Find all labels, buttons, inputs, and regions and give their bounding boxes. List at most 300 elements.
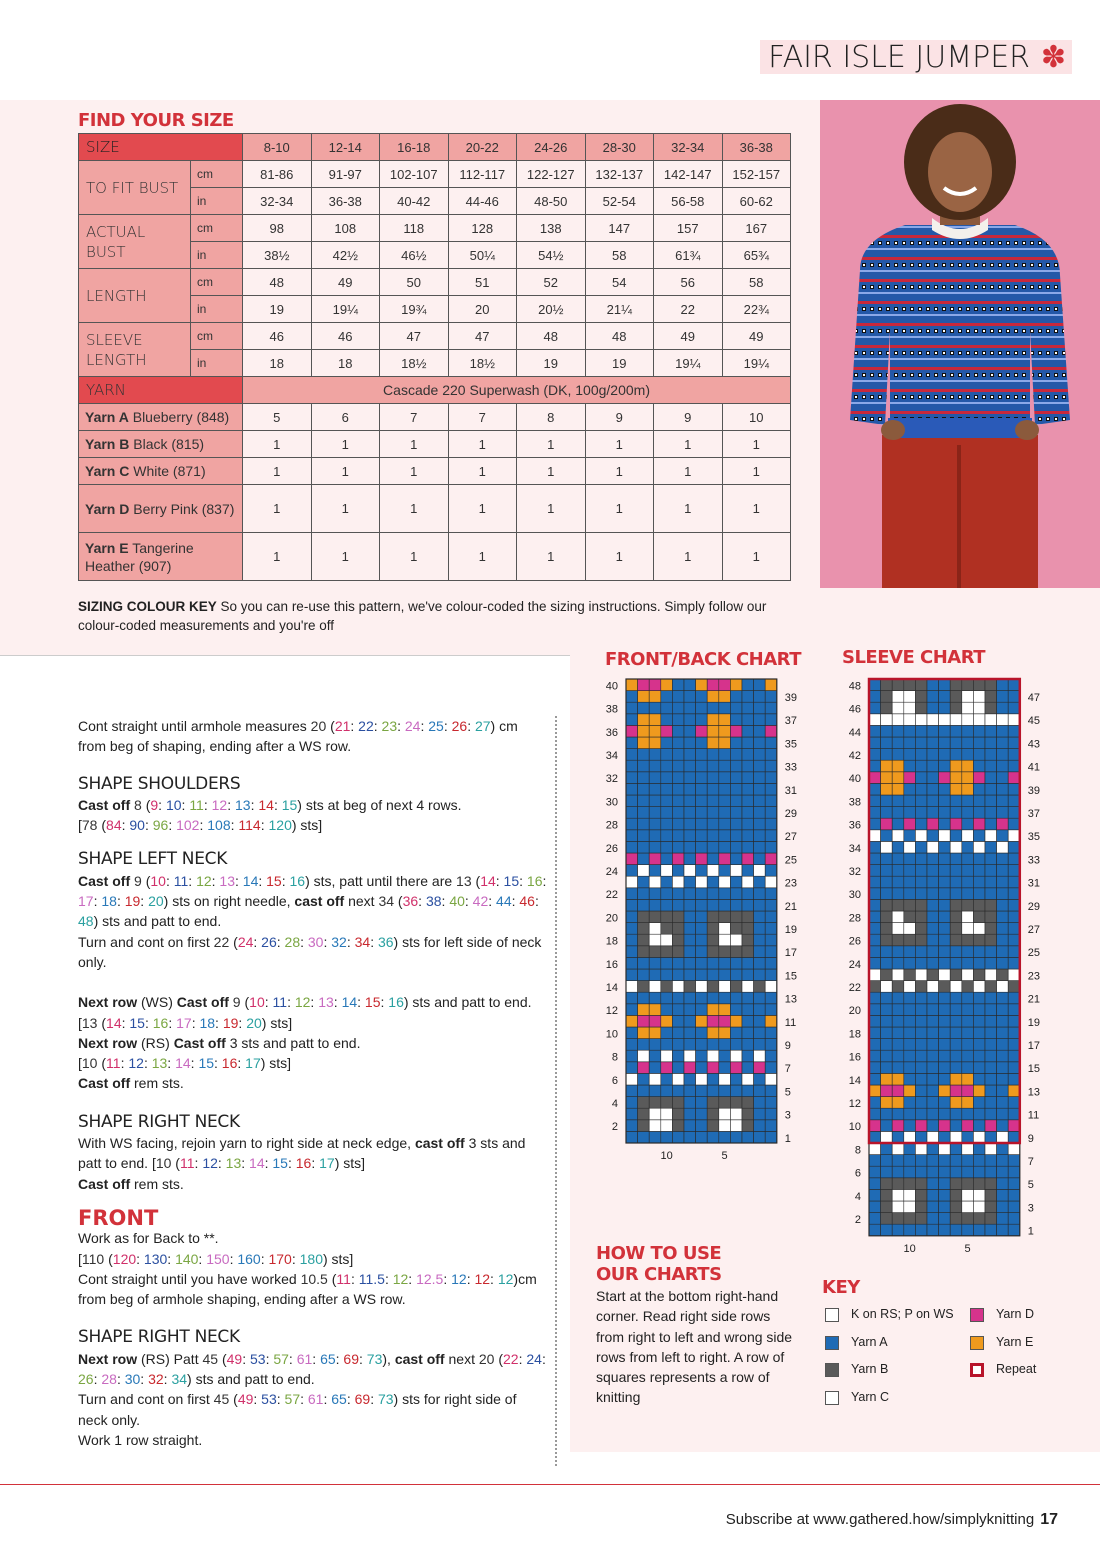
size-value: 96 [152,817,169,834]
sleeve-chart-cell [915,1201,927,1213]
front-back-chart-cell [719,691,731,703]
sleeve-chart-cell [869,702,881,714]
size-value: 12 [128,1055,144,1072]
front-back-chart-row-number-left: 38 [605,703,618,716]
section-heading: SHAPE LEFT NECK [78,849,228,870]
punct: ( [471,872,481,889]
front-back-chart-row-number-right: 1 [784,1132,791,1145]
sleeve-chart-cell [939,737,951,749]
sleeve-chart-cell [997,714,1009,726]
measurement-value: 48 [243,269,312,296]
sleeve-chart-cell [939,1097,951,1109]
sleeve-chart-cell [892,1027,904,1039]
sleeve-chart-cell [997,1166,1009,1178]
sleeve-chart-cell [985,923,997,935]
front-back-chart-cell [707,946,719,958]
sleeve-chart-cell [927,1085,939,1097]
front-back-chart-cell [638,1108,650,1120]
front-back-chart-cell [719,1027,731,1039]
front-back-chart-cell [742,1108,754,1120]
front-back-chart-cell [719,679,731,691]
front-back-chart-row-number-left: 32 [605,773,618,786]
front-back-chart-cell [707,737,719,749]
sleeve-chart-cell [904,911,916,923]
punct: : [335,1350,344,1367]
sleeve-chart-cell [927,679,939,691]
measurement-value: 122-127 [517,161,586,188]
front-back-chart-cell [754,1073,766,1085]
front-back-chart-cell [672,818,684,830]
sleeve-chart-cell [950,1213,962,1225]
punct: : [287,994,295,1011]
front-back-chart-cell [730,899,742,911]
front-back-chart-row-number-left: 24 [605,866,618,879]
yarn-quantity: 5 [243,404,312,431]
front-back-chart-cell [661,702,673,714]
punct: : [242,1350,250,1367]
front-back-chart-cell [742,691,754,703]
front-back-chart-cell [626,899,638,911]
yarn-quantity: 1 [654,533,723,581]
size-value: 25 [428,718,444,734]
punct: : [464,893,473,910]
front-back-chart-cell [649,1015,661,1027]
text: sts and patt to end. [408,994,532,1011]
sleeve-chart-cell [915,818,927,830]
sleeve-chart-cell [962,888,974,900]
sleeve-chart-cell [904,1050,916,1062]
front-back-chart-cell [730,1062,742,1074]
front-back-chart-cell [707,1097,719,1109]
sleeve-chart-cell [881,934,893,946]
how-to-use-charts-heading [596,1243,722,1285]
sleeve-chart-cell [950,853,962,865]
yarn-quantity: 10 [722,404,791,431]
front-back-chart-cell [684,981,696,993]
sleeve-chart-cell [939,1143,951,1155]
sleeve-chart-cell [904,725,916,737]
sleeve-chart-cell [892,1189,904,1201]
yarn-quantity: 1 [380,485,449,533]
sleeve-chart-cell [869,1108,881,1120]
sleeve-chart-cell [927,992,939,1004]
punct: ) [393,1391,399,1408]
yarn-quantity: 1 [722,458,791,485]
punct: ( [327,1270,337,1287]
sleeve-chart-cell [950,1050,962,1062]
sleeve-chart-cell [1008,911,1020,923]
size-value: 20 [246,1014,262,1031]
sleeve-chart-cell [904,1039,916,1051]
front-back-chart-cell [730,946,742,958]
sleeve-chart-cell [927,1097,939,1109]
sleeve-chart-cell [950,957,962,969]
sleeve-chart-cell [927,1120,939,1132]
size-value: 28 [101,1371,117,1388]
sleeve-chart-cell [892,725,904,737]
sleeve-chart-cell [985,1015,997,1027]
sleeve-chart-cell [973,957,985,969]
front-back-chart-cell [649,1062,661,1074]
front-back-chart-cell [696,807,708,819]
footer-rule [0,1484,1100,1485]
unit-label: in [191,350,243,377]
front-back-chart-cell [626,957,638,969]
front-back-chart-cell [638,957,650,969]
sleeve-chart-cell [1008,1213,1020,1225]
sleeve-chart-cell [939,760,951,772]
sleeve-chart-cell [915,714,927,726]
size-value: 30 [307,933,324,950]
sleeve-chart-cell [950,923,962,935]
sleeve-chart-cell [869,1120,881,1132]
punct: : [346,1391,355,1408]
text: Cont straight until armhole measures [78,718,311,734]
sleeve-chart-row-number-right: 29 [1027,900,1041,913]
sleeve-chart-cell [869,888,881,900]
measurement-value: 44-46 [448,188,517,215]
sleeve-chart-cell [881,691,893,703]
text: cm from beg of armhole shaping, ending after a WS row. [78,1270,537,1308]
front-back-chart-cell [719,1004,731,1016]
sleeve-chart-cell [915,1073,927,1085]
size-value: 20 [310,718,327,734]
sleeve-chart-cell [939,1073,951,1085]
front-back-chart-cell [719,772,731,784]
sleeve-chart-cell [1008,876,1020,888]
measurement-value: 118 [380,215,449,242]
size-8-10: 8-10 [243,134,312,161]
size-value: 73 [377,1391,394,1408]
sleeve-chart-cell [950,1224,962,1236]
sleeve-chart-cell [939,783,951,795]
sleeve-chart-cell [869,1143,881,1155]
front-back-chart-cell [626,679,638,691]
front-back-chart-cell [754,969,766,981]
front-back-chart-cell [719,911,731,923]
sleeve-chart-cell [1008,1050,1020,1062]
measurement-value: 47 [448,323,517,350]
front-back-chart-cell [684,946,696,958]
front-back-chart-cell [730,679,742,691]
punct: : [488,893,497,910]
sleeve-chart-cell [985,1027,997,1039]
front-back-chart-cell [696,946,708,958]
sleeve-chart-cell [985,911,997,923]
front-back-chart-cell [661,888,673,900]
front-back-chart-cell [684,865,696,877]
sleeve-chart-cell [985,795,997,807]
front-back-chart-cell [672,1004,684,1016]
sleeve-chart-row-number-left: 40 [848,773,861,786]
sleeve-chart-cell [997,1131,1009,1143]
sleeve-chart-cell [973,1039,985,1051]
sleeve-chart-cell [939,934,951,946]
front-back-chart-cell [742,807,754,819]
sleeve-chart-cell [950,772,962,784]
front-back-chart-cell [672,1015,684,1027]
size-value: 84 [106,817,122,834]
front-back-chart-cell [638,807,650,819]
size-value: 10 [150,872,166,889]
front-back-chart-cell [719,1108,731,1120]
sleeve-chart-cell [985,899,997,911]
front-back-chart-cell [649,957,661,969]
front-back-chart-cell [730,911,742,923]
size-value: 78 [81,817,98,834]
sleeve-chart-cell [881,1108,893,1120]
sleeve-chart-cell [973,1108,985,1120]
text: [ [78,1250,82,1267]
front-back-chart-cell [696,911,708,923]
sleeve-chart-cell [881,957,893,969]
sleeve-chart-cell [962,1062,974,1074]
measurement-value: 19 [243,296,312,323]
front-back-chart-cell [765,969,777,981]
front-back-chart-cell [661,725,673,737]
measurement-value: 48-50 [517,188,586,215]
front-back-chart-cell [696,992,708,1004]
front-back-chart-cell [754,992,766,1004]
text: [ [78,1014,82,1031]
front-back-chart-cell [684,888,696,900]
front-back-chart-cell [742,1131,754,1143]
sleeve-chart-cell [985,1166,997,1178]
front-back-chart-row-number-right: 39 [784,692,798,705]
sleeve-chart-cell [927,783,939,795]
sleeve-chart-cell [927,795,939,807]
front-back-chart-cell [765,737,777,749]
sleeve-chart-cell [881,1143,893,1155]
yarn-quantity: 1 [722,485,791,533]
front-back-chart-cell [684,749,696,761]
sleeve-chart-cell [973,946,985,958]
front-back-chart-cell [719,957,731,969]
front-back-chart-cell [754,760,766,772]
sleeve-chart-cell [962,1108,974,1120]
front-back-chart-cell [684,876,696,888]
front-back-chart-cell [719,1039,731,1051]
sleeve-chart-cell [962,691,974,703]
front-back-chart-cell [684,702,696,714]
sleeve-chart-cell [939,830,951,842]
front-back-chart-cell [696,934,708,946]
sleeve-chart-cell [1008,1073,1020,1085]
front-back-chart-cell [719,981,731,993]
sleeve-chart-cell [973,1213,985,1225]
sleeve-chart-cell [904,853,916,865]
sleeve-chart-cell [904,1085,916,1097]
front-back-chart-cell [754,934,766,946]
size-value: 15 [129,1014,145,1031]
size-value: 16 [289,872,306,889]
sleeve-chart-row-number-right: 9 [1027,1132,1034,1145]
sleeve-chart-cell [915,911,927,923]
front-back-chart-row-number-left: 26 [605,842,618,855]
punct: : [273,796,282,813]
front-back-chart-cell [626,760,638,772]
sleeve-chart-cell [1008,888,1020,900]
front-back-chart-cell [719,702,731,714]
front-back-chart-row-number-left: 2 [611,1121,618,1134]
sleeve-chart-cell [985,1039,997,1051]
sleeve-chart-cell [881,1097,893,1109]
front-back-chart-cell [742,749,754,761]
front-back-chart-cell [661,1085,673,1097]
sleeve-chart-cell [892,899,904,911]
sleeve-chart-cell [881,899,893,911]
front-back-chart-cell [638,795,650,807]
sleeve-chart-cell [973,981,985,993]
punct: ( [171,1155,180,1172]
punct: : [312,1350,321,1367]
yarn-quantity: 1 [448,533,517,581]
size-value: 9 [134,872,142,889]
front-back-chart-row-number-left: 14 [605,982,618,995]
yarn-letter: Yarn E [85,539,129,556]
front-back-chart-cell [672,1131,684,1143]
size-value: 12 [211,796,228,813]
sleeve-chart-cell [927,1166,939,1178]
text: Work 1 row straight. [78,1431,203,1448]
front-back-chart-cell [730,783,742,795]
punct: : [384,1270,393,1287]
sleeve-chart-cell [904,1073,916,1085]
sleeve-chart-cell [1008,1015,1020,1027]
sleeve-chart-cell [881,969,893,981]
front-back-chart-cell [742,934,754,946]
front-back-chart-cell [661,749,673,761]
sleeve-chart-cell [904,888,916,900]
front-back-chart-cell [661,795,673,807]
front-back-chart-cell [626,830,638,842]
size-value: 14 [249,1155,265,1172]
measurement-label: TO FIT BUST [79,161,191,215]
measurement-value: 18 [243,350,312,377]
sleeve-chart-cell [915,853,927,865]
front-back-chart-cell [661,714,673,726]
sleeve-chart-cell [962,714,974,726]
punct: : [203,796,212,813]
front-back-chart-cell [661,737,673,749]
front-back-chart-cell [661,1097,673,1109]
front-back-chart-cell [719,1131,731,1143]
punct: : [370,933,378,950]
sleeve-chart-cell [1008,865,1020,877]
front-back-chart-cell [707,888,719,900]
front-back-chart-cell [719,865,731,877]
sleeve-chart-cell [950,899,962,911]
front-back-chart-row-number-left: 28 [605,819,618,832]
punct: ( [97,1055,107,1072]
front-back-chart-cell [661,992,673,1004]
sleeve-chart-cell [892,923,904,935]
front-back-chart-cell [719,737,731,749]
sleeve-chart-row-number-right: 25 [1027,947,1041,960]
sleeve-chart-row-number-left: 32 [848,866,861,879]
punct: : [198,1250,207,1267]
sleeve-chart-cell [869,853,881,865]
sleeve-chart-row-number-right: 23 [1027,970,1041,983]
sleeve-chart-cell [915,1155,927,1167]
size-value: 160 [237,1250,261,1267]
sleeve-chart-cell [939,1004,951,1016]
sleeve-chart-row-number-left: 22 [848,982,861,995]
sleeve-chart-cell [1008,772,1020,784]
sleeve-chart-cell [1008,1155,1020,1167]
sleeve-chart-cell [997,1224,1009,1236]
front-back-chart-cell [649,888,661,900]
front-back-chart-cell [638,969,650,981]
front-back-chart-row-number-left: 40 [605,680,618,693]
size-value: 21 [334,718,351,734]
front-back-chart-cell [649,1085,661,1097]
yarn-letter: Yarn B [85,436,130,452]
front-back-chart-cell [696,981,708,993]
measurement-value: 56 [654,269,723,296]
sleeve-chart-row-number-right: 11 [1027,1109,1040,1122]
front-back-chart-cell [638,911,650,923]
sleeve-chart-cell [962,1155,974,1167]
front-back-chart-cell [638,737,650,749]
size-value: 16 [388,994,404,1011]
sleeve-chart-cell [985,1120,997,1132]
sleeve-chart-cell [950,1015,962,1027]
yarn-quantity: 1 [517,485,586,533]
sleeve-chart-cell [973,899,985,911]
front-back-chart-cell [626,807,638,819]
sleeve-chart-cell [869,1155,881,1167]
size-label: SIZE [79,134,243,161]
measurement-value: 40-42 [380,188,449,215]
sleeve-chart-cell [1008,1062,1020,1074]
front-back-chart-cell [765,1015,777,1027]
front-back-chart-cell [754,911,766,923]
yarn-quantity: 7 [448,404,517,431]
front-back-chart-cell [754,946,766,958]
text: 3 sts and patt to end. [225,1034,361,1051]
front-back-chart-row-number-right: 27 [784,831,798,844]
yarn-colour-name: White (871) [129,463,206,479]
front-back-chart-cell [765,749,777,761]
sleeve-chart-cell [927,1039,939,1051]
measurement-value: 56-58 [654,188,723,215]
front-back-chart-cell [661,923,673,935]
sleeve-chart-cell [927,911,939,923]
sleeve-chart-cell [927,1131,939,1143]
size-value: 180 [299,1250,323,1267]
sleeve-chart-row-number-right: 1 [1027,1225,1034,1238]
front-back-chart-cell [742,853,754,865]
size-value: 12 [451,1270,467,1287]
front-back-chart-cell [649,807,661,819]
front-back-chart-cell [661,772,673,784]
punct: : [168,817,177,834]
sleeve-chart-cell [915,946,927,958]
front-back-chart-cell [684,725,696,737]
size-value: 22 [358,718,374,734]
unit-label: in [191,296,243,323]
sleeve-chart-cell [939,749,951,761]
measurement-value: 19¾ [380,296,449,323]
sleeve-chart-cell [892,1201,904,1213]
front-back-chart-cell [765,841,777,853]
front-back-chart-cell [707,1039,719,1051]
measurement-value: 132-137 [585,161,654,188]
sleeve-chart-row-number-left: 34 [848,842,861,855]
sleeve-chart-cell [869,1015,881,1027]
size-value: 15 [272,1155,288,1172]
